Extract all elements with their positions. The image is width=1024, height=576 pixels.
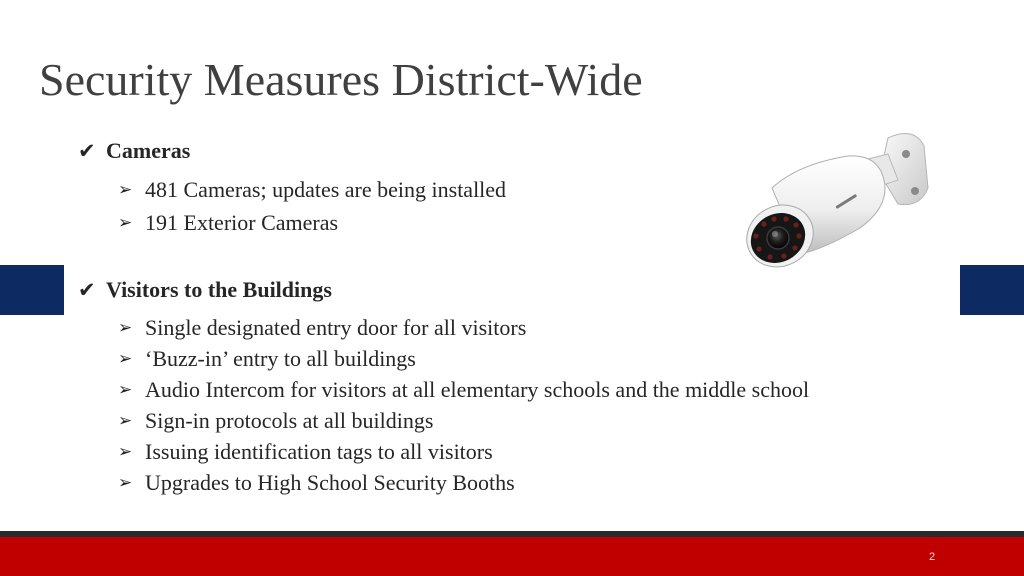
- cameras-heading: Cameras: [106, 138, 191, 163]
- security-camera-image: [738, 124, 932, 276]
- right-accent-bar: [960, 265, 1024, 315]
- list-item-text: ‘Buzz-in’ entry to all buildings: [145, 345, 416, 371]
- list-item-text: 481 Cameras; updates are being installed: [145, 176, 507, 202]
- list-item-text: Upgrades to High School Security Booths: [145, 469, 515, 495]
- slide-title: Security Measures District-Wide: [39, 54, 643, 105]
- arrow-bullet-icon: ➢: [118, 410, 133, 431]
- list-item-text: Audio Intercom for visitors at all elementary schools and the middle school: [145, 376, 810, 402]
- footer-band: [0, 537, 1024, 576]
- check-icon: ✔: [78, 278, 96, 302]
- left-accent-bar: [0, 265, 64, 315]
- arrow-bullet-icon: ➢: [118, 441, 133, 462]
- list-item-text: Issuing identification tags to all visitors: [145, 438, 493, 464]
- list-item-text: 191 Exterior Cameras: [145, 209, 339, 235]
- list-item: [118, 405, 809, 436]
- page-number: 2: [928, 551, 936, 563]
- arrow-bullet-icon: ➢: [118, 472, 133, 493]
- visitors-section: [78, 276, 809, 498]
- arrow-bullet-icon: ➢: [118, 317, 133, 338]
- list-item: [118, 173, 506, 206]
- list-item: [118, 343, 809, 374]
- arrow-bullet-icon: ➢: [118, 212, 133, 233]
- arrow-bullet-icon: ➢: [118, 179, 133, 200]
- visitors-heading: Visitors to the Buildings: [106, 277, 332, 302]
- cameras-section: [78, 137, 506, 239]
- list-item: [118, 206, 506, 239]
- list-item: [118, 467, 809, 498]
- list-item: [118, 374, 809, 405]
- list-item: [118, 312, 809, 343]
- list-item: [118, 436, 809, 467]
- arrow-bullet-icon: ➢: [118, 348, 133, 369]
- cameras-list: [118, 173, 506, 239]
- list-item-text: Sign-in protocols at all buildings: [145, 407, 434, 433]
- list-item-text: Single designated entry door for all visitors: [145, 314, 527, 340]
- check-icon: ✔: [78, 139, 96, 163]
- visitors-list: [118, 312, 809, 498]
- section-heading: [78, 137, 506, 165]
- section-heading: [78, 276, 809, 304]
- arrow-bullet-icon: ➢: [118, 379, 133, 400]
